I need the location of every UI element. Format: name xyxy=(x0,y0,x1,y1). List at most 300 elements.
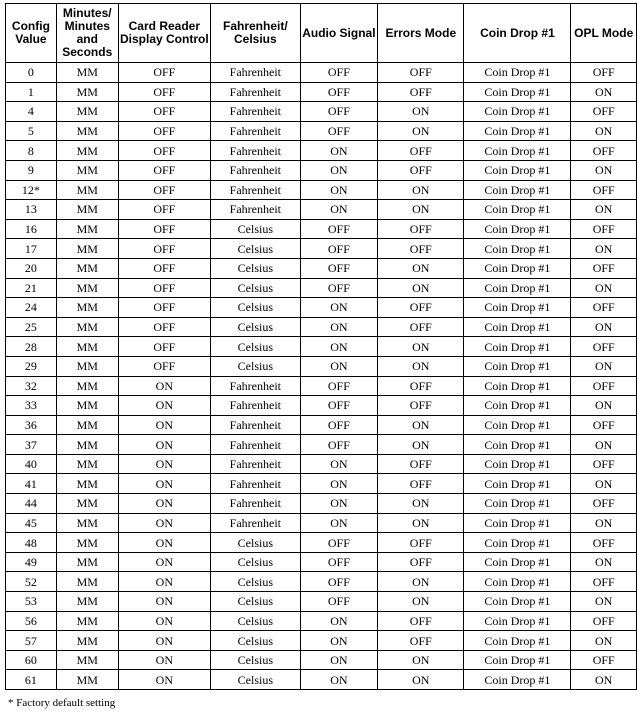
cell-card-reader: ON xyxy=(118,552,210,572)
cell-coin-drop: Coin Drop #1 xyxy=(464,435,571,455)
cell-config-value: 28 xyxy=(6,337,57,357)
cell-coin-drop: Coin Drop #1 xyxy=(464,200,571,220)
table-row xyxy=(6,592,637,612)
cell-errors-mode: OFF xyxy=(378,396,464,416)
cell-opl-mode: OFF xyxy=(571,337,637,357)
table-row xyxy=(6,631,637,651)
cell-card-reader: OFF xyxy=(118,180,210,200)
cell-audio-signal: OFF xyxy=(300,239,377,259)
cell-temp-unit: Fahrenheit xyxy=(211,494,301,514)
cell-coin-drop: Coin Drop #1 xyxy=(464,454,571,474)
cell-temp-unit: Celsius xyxy=(211,298,301,318)
cell-card-reader: ON xyxy=(118,611,210,631)
cell-temp-unit: Fahrenheit xyxy=(211,513,301,533)
cell-card-reader: OFF xyxy=(118,160,210,180)
cell-audio-signal: ON xyxy=(300,180,377,200)
table-row xyxy=(6,102,637,122)
cell-time-mode: MM xyxy=(56,160,118,180)
cell-coin-drop: Coin Drop #1 xyxy=(464,474,571,494)
table-row xyxy=(6,356,637,376)
header-errors-mode: Errors Mode xyxy=(378,4,464,63)
cell-opl-mode: OFF xyxy=(571,298,637,318)
cell-time-mode: MM xyxy=(56,278,118,298)
cell-coin-drop: Coin Drop #1 xyxy=(464,219,571,239)
cell-audio-signal: ON xyxy=(300,160,377,180)
cell-opl-mode: ON xyxy=(571,82,637,102)
cell-temp-unit: Fahrenheit xyxy=(211,141,301,161)
cell-errors-mode: OFF xyxy=(378,611,464,631)
cell-opl-mode: OFF xyxy=(571,650,637,670)
cell-time-mode: MM xyxy=(56,396,118,416)
cell-time-mode: MM xyxy=(56,415,118,435)
table-row xyxy=(6,670,637,690)
cell-coin-drop: Coin Drop #1 xyxy=(464,631,571,651)
cell-opl-mode: OFF xyxy=(571,572,637,592)
cell-coin-drop: Coin Drop #1 xyxy=(464,494,571,514)
cell-coin-drop: Coin Drop #1 xyxy=(464,337,571,357)
cell-errors-mode: ON xyxy=(378,121,464,141)
cell-card-reader: OFF xyxy=(118,141,210,161)
cell-card-reader: ON xyxy=(118,415,210,435)
table-row xyxy=(6,337,637,357)
cell-opl-mode: OFF xyxy=(571,180,637,200)
cell-coin-drop: Coin Drop #1 xyxy=(464,356,571,376)
cell-temp-unit: Celsius xyxy=(211,592,301,612)
cell-config-value: 60 xyxy=(6,650,57,670)
cell-time-mode: MM xyxy=(56,454,118,474)
cell-time-mode: MM xyxy=(56,552,118,572)
cell-errors-mode: ON xyxy=(378,670,464,690)
cell-audio-signal: OFF xyxy=(300,219,377,239)
cell-errors-mode: OFF xyxy=(378,239,464,259)
cell-config-value: 21 xyxy=(6,278,57,298)
cell-config-value: 41 xyxy=(6,474,57,494)
header-coin-drop: Coin Drop #1 xyxy=(464,4,571,63)
cell-coin-drop: Coin Drop #1 xyxy=(464,415,571,435)
cell-audio-signal: ON xyxy=(300,631,377,651)
cell-opl-mode: OFF xyxy=(571,258,637,278)
cell-opl-mode: OFF xyxy=(571,219,637,239)
table-row xyxy=(6,258,637,278)
cell-errors-mode: ON xyxy=(378,650,464,670)
cell-coin-drop: Coin Drop #1 xyxy=(464,592,571,612)
cell-audio-signal: ON xyxy=(300,200,377,220)
cell-config-value: 61 xyxy=(6,670,57,690)
cell-audio-signal: ON xyxy=(300,650,377,670)
table-body xyxy=(6,63,637,690)
cell-time-mode: MM xyxy=(56,572,118,592)
cell-coin-drop: Coin Drop #1 xyxy=(464,160,571,180)
cell-card-reader: OFF xyxy=(118,82,210,102)
cell-card-reader: ON xyxy=(118,474,210,494)
cell-audio-signal: OFF xyxy=(300,121,377,141)
cell-temp-unit: Celsius xyxy=(211,552,301,572)
cell-temp-unit: Celsius xyxy=(211,611,301,631)
cell-opl-mode: ON xyxy=(571,670,637,690)
cell-time-mode: MM xyxy=(56,650,118,670)
cell-audio-signal: OFF xyxy=(300,533,377,553)
cell-time-mode: MM xyxy=(56,298,118,318)
cell-opl-mode: ON xyxy=(571,160,637,180)
cell-opl-mode: ON xyxy=(571,356,637,376)
cell-time-mode: MM xyxy=(56,337,118,357)
cell-temp-unit: Fahrenheit xyxy=(211,102,301,122)
cell-time-mode: MM xyxy=(56,82,118,102)
cell-coin-drop: Coin Drop #1 xyxy=(464,533,571,553)
cell-config-value: 52 xyxy=(6,572,57,592)
cell-errors-mode: ON xyxy=(378,258,464,278)
cell-card-reader: ON xyxy=(118,592,210,612)
cell-errors-mode: OFF xyxy=(378,82,464,102)
cell-audio-signal: ON xyxy=(300,317,377,337)
cell-config-value: 4 xyxy=(6,102,57,122)
cell-card-reader: OFF xyxy=(118,356,210,376)
table-row xyxy=(6,317,637,337)
cell-time-mode: MM xyxy=(56,631,118,651)
cell-card-reader: OFF xyxy=(118,298,210,318)
cell-coin-drop: Coin Drop #1 xyxy=(464,513,571,533)
cell-audio-signal: OFF xyxy=(300,278,377,298)
table-row xyxy=(6,454,637,474)
cell-audio-signal: OFF xyxy=(300,415,377,435)
cell-audio-signal: ON xyxy=(300,337,377,357)
cell-audio-signal: OFF xyxy=(300,396,377,416)
cell-audio-signal: ON xyxy=(300,474,377,494)
cell-config-value: 16 xyxy=(6,219,57,239)
cell-time-mode: MM xyxy=(56,435,118,455)
table-row xyxy=(6,63,637,83)
cell-card-reader: ON xyxy=(118,513,210,533)
cell-audio-signal: OFF xyxy=(300,435,377,455)
cell-errors-mode: ON xyxy=(378,180,464,200)
cell-opl-mode: ON xyxy=(571,121,637,141)
cell-config-value: 1 xyxy=(6,82,57,102)
table-row xyxy=(6,376,637,396)
cell-time-mode: MM xyxy=(56,513,118,533)
cell-card-reader: ON xyxy=(118,670,210,690)
cell-audio-signal: ON xyxy=(300,513,377,533)
cell-temp-unit: Celsius xyxy=(211,356,301,376)
cell-config-value: 48 xyxy=(6,533,57,553)
header-minutes-seconds: Minutes/ Minutes and Seconds xyxy=(56,4,118,63)
cell-audio-signal: OFF xyxy=(300,82,377,102)
header-opl-mode: OPL Mode xyxy=(571,4,637,63)
cell-time-mode: MM xyxy=(56,219,118,239)
cell-errors-mode: ON xyxy=(378,513,464,533)
cell-errors-mode: ON xyxy=(378,435,464,455)
cell-time-mode: MM xyxy=(56,317,118,337)
cell-errors-mode: OFF xyxy=(378,160,464,180)
cell-coin-drop: Coin Drop #1 xyxy=(464,317,571,337)
cell-temp-unit: Fahrenheit xyxy=(211,396,301,416)
cell-opl-mode: ON xyxy=(571,474,637,494)
cell-coin-drop: Coin Drop #1 xyxy=(464,611,571,631)
cell-temp-unit: Fahrenheit xyxy=(211,121,301,141)
cell-errors-mode: OFF xyxy=(378,552,464,572)
cell-errors-mode: OFF xyxy=(378,219,464,239)
cell-errors-mode: OFF xyxy=(378,298,464,318)
cell-config-value: 20 xyxy=(6,258,57,278)
cell-temp-unit: Fahrenheit xyxy=(211,82,301,102)
cell-temp-unit: Fahrenheit xyxy=(211,63,301,83)
cell-opl-mode: OFF xyxy=(571,611,637,631)
cell-config-value: 32 xyxy=(6,376,57,396)
header-row xyxy=(6,4,637,63)
header-config-value: Config Value xyxy=(6,4,57,63)
cell-card-reader: ON xyxy=(118,533,210,553)
footnote: * Factory default setting xyxy=(8,697,116,709)
cell-time-mode: MM xyxy=(56,356,118,376)
table-row xyxy=(6,552,637,572)
cell-config-value: 12* xyxy=(6,180,57,200)
cell-coin-drop: Coin Drop #1 xyxy=(464,650,571,670)
cell-card-reader: OFF xyxy=(118,121,210,141)
cell-audio-signal: ON xyxy=(300,454,377,474)
cell-card-reader: OFF xyxy=(118,278,210,298)
cell-time-mode: MM xyxy=(56,239,118,259)
cell-card-reader: OFF xyxy=(118,63,210,83)
cell-coin-drop: Coin Drop #1 xyxy=(464,278,571,298)
cell-opl-mode: ON xyxy=(571,200,637,220)
cell-opl-mode: OFF xyxy=(571,494,637,514)
cell-opl-mode: ON xyxy=(571,396,637,416)
cell-errors-mode: OFF xyxy=(378,454,464,474)
table-row xyxy=(6,160,637,180)
cell-opl-mode: OFF xyxy=(571,102,637,122)
cell-errors-mode: ON xyxy=(378,356,464,376)
cell-card-reader: ON xyxy=(118,454,210,474)
cell-config-value: 53 xyxy=(6,592,57,612)
cell-audio-signal: OFF xyxy=(300,552,377,572)
table-row xyxy=(6,650,637,670)
cell-time-mode: MM xyxy=(56,592,118,612)
cell-card-reader: OFF xyxy=(118,102,210,122)
cell-errors-mode: OFF xyxy=(378,141,464,161)
table-row xyxy=(6,572,637,592)
cell-coin-drop: Coin Drop #1 xyxy=(464,396,571,416)
cell-config-value: 44 xyxy=(6,494,57,514)
cell-coin-drop: Coin Drop #1 xyxy=(464,121,571,141)
table-row xyxy=(6,474,637,494)
cell-opl-mode: OFF xyxy=(571,415,637,435)
cell-audio-signal: OFF xyxy=(300,63,377,83)
table-row xyxy=(6,141,637,161)
cell-config-value: 9 xyxy=(6,160,57,180)
cell-coin-drop: Coin Drop #1 xyxy=(464,63,571,83)
cell-errors-mode: OFF xyxy=(378,474,464,494)
cell-temp-unit: Fahrenheit xyxy=(211,415,301,435)
cell-temp-unit: Celsius xyxy=(211,650,301,670)
header-audio-signal: Audio Signal xyxy=(300,4,377,63)
config-table-container xyxy=(5,3,637,690)
cell-temp-unit: Celsius xyxy=(211,317,301,337)
cell-errors-mode: ON xyxy=(378,278,464,298)
cell-config-value: 29 xyxy=(6,356,57,376)
cell-time-mode: MM xyxy=(56,121,118,141)
cell-time-mode: MM xyxy=(56,611,118,631)
cell-opl-mode: ON xyxy=(571,631,637,651)
table-row xyxy=(6,82,637,102)
cell-temp-unit: Celsius xyxy=(211,219,301,239)
cell-time-mode: MM xyxy=(56,180,118,200)
cell-coin-drop: Coin Drop #1 xyxy=(464,552,571,572)
cell-audio-signal: ON xyxy=(300,611,377,631)
cell-card-reader: OFF xyxy=(118,200,210,220)
cell-time-mode: MM xyxy=(56,200,118,220)
cell-audio-signal: ON xyxy=(300,494,377,514)
cell-audio-signal: OFF xyxy=(300,572,377,592)
cell-coin-drop: Coin Drop #1 xyxy=(464,239,571,259)
cell-config-value: 56 xyxy=(6,611,57,631)
cell-coin-drop: Coin Drop #1 xyxy=(464,141,571,161)
cell-temp-unit: Fahrenheit xyxy=(211,160,301,180)
cell-card-reader: ON xyxy=(118,631,210,651)
cell-errors-mode: ON xyxy=(378,494,464,514)
cell-errors-mode: OFF xyxy=(378,631,464,651)
cell-card-reader: ON xyxy=(118,396,210,416)
cell-audio-signal: OFF xyxy=(300,258,377,278)
cell-errors-mode: OFF xyxy=(378,317,464,337)
cell-audio-signal: OFF xyxy=(300,592,377,612)
cell-temp-unit: Celsius xyxy=(211,572,301,592)
cell-time-mode: MM xyxy=(56,102,118,122)
cell-config-value: 45 xyxy=(6,513,57,533)
config-table xyxy=(5,3,637,690)
cell-errors-mode: ON xyxy=(378,200,464,220)
cell-opl-mode: ON xyxy=(571,317,637,337)
cell-time-mode: MM xyxy=(56,258,118,278)
cell-opl-mode: ON xyxy=(571,592,637,612)
table-row xyxy=(6,219,637,239)
cell-coin-drop: Coin Drop #1 xyxy=(464,376,571,396)
cell-errors-mode: OFF xyxy=(378,376,464,396)
table-row xyxy=(6,200,637,220)
cell-temp-unit: Fahrenheit xyxy=(211,376,301,396)
cell-errors-mode: ON xyxy=(378,572,464,592)
cell-config-value: 13 xyxy=(6,200,57,220)
table-row xyxy=(6,298,637,318)
cell-opl-mode: ON xyxy=(571,278,637,298)
cell-time-mode: MM xyxy=(56,63,118,83)
cell-opl-mode: ON xyxy=(571,239,637,259)
cell-coin-drop: Coin Drop #1 xyxy=(464,298,571,318)
cell-card-reader: OFF xyxy=(118,337,210,357)
cell-temp-unit: Celsius xyxy=(211,670,301,690)
cell-config-value: 37 xyxy=(6,435,57,455)
cell-opl-mode: OFF xyxy=(571,376,637,396)
cell-errors-mode: OFF xyxy=(378,533,464,553)
table-row xyxy=(6,396,637,416)
cell-time-mode: MM xyxy=(56,670,118,690)
cell-time-mode: MM xyxy=(56,494,118,514)
cell-config-value: 8 xyxy=(6,141,57,161)
cell-config-value: 17 xyxy=(6,239,57,259)
table-row xyxy=(6,494,637,514)
cell-config-value: 49 xyxy=(6,552,57,572)
cell-opl-mode: OFF xyxy=(571,454,637,474)
cell-config-value: 40 xyxy=(6,454,57,474)
table-row xyxy=(6,239,637,259)
cell-audio-signal: ON xyxy=(300,670,377,690)
cell-time-mode: MM xyxy=(56,141,118,161)
cell-config-value: 36 xyxy=(6,415,57,435)
cell-card-reader: OFF xyxy=(118,219,210,239)
cell-coin-drop: Coin Drop #1 xyxy=(464,258,571,278)
cell-time-mode: MM xyxy=(56,376,118,396)
cell-temp-unit: Fahrenheit xyxy=(211,180,301,200)
cell-audio-signal: OFF xyxy=(300,376,377,396)
table-row xyxy=(6,278,637,298)
cell-card-reader: OFF xyxy=(118,239,210,259)
cell-card-reader: OFF xyxy=(118,258,210,278)
cell-card-reader: ON xyxy=(118,572,210,592)
cell-card-reader: ON xyxy=(118,376,210,396)
cell-card-reader: ON xyxy=(118,494,210,514)
table-row xyxy=(6,611,637,631)
table-row xyxy=(6,513,637,533)
cell-coin-drop: Coin Drop #1 xyxy=(464,572,571,592)
cell-time-mode: MM xyxy=(56,533,118,553)
cell-audio-signal: ON xyxy=(300,356,377,376)
cell-temp-unit: Celsius xyxy=(211,239,301,259)
cell-audio-signal: OFF xyxy=(300,102,377,122)
cell-coin-drop: Coin Drop #1 xyxy=(464,670,571,690)
cell-config-value: 5 xyxy=(6,121,57,141)
cell-card-reader: ON xyxy=(118,435,210,455)
cell-opl-mode: OFF xyxy=(571,63,637,83)
header-card-reader-display: Card Reader Display Control xyxy=(118,4,210,63)
cell-time-mode: MM xyxy=(56,474,118,494)
cell-opl-mode: ON xyxy=(571,552,637,572)
cell-temp-unit: Celsius xyxy=(211,258,301,278)
cell-opl-mode: ON xyxy=(571,513,637,533)
cell-temp-unit: Celsius xyxy=(211,337,301,357)
cell-opl-mode: OFF xyxy=(571,533,637,553)
cell-audio-signal: ON xyxy=(300,298,377,318)
cell-config-value: 57 xyxy=(6,631,57,651)
cell-errors-mode: ON xyxy=(378,337,464,357)
cell-errors-mode: ON xyxy=(378,102,464,122)
cell-config-value: 24 xyxy=(6,298,57,318)
cell-temp-unit: Fahrenheit xyxy=(211,474,301,494)
cell-temp-unit: Fahrenheit xyxy=(211,435,301,455)
table-row xyxy=(6,435,637,455)
cell-audio-signal: ON xyxy=(300,141,377,161)
cell-config-value: 25 xyxy=(6,317,57,337)
cell-config-value: 33 xyxy=(6,396,57,416)
cell-temp-unit: Celsius xyxy=(211,278,301,298)
cell-coin-drop: Coin Drop #1 xyxy=(464,180,571,200)
cell-temp-unit: Celsius xyxy=(211,631,301,651)
table-row xyxy=(6,415,637,435)
cell-opl-mode: ON xyxy=(571,435,637,455)
cell-coin-drop: Coin Drop #1 xyxy=(464,82,571,102)
cell-errors-mode: ON xyxy=(378,592,464,612)
cell-config-value: 0 xyxy=(6,63,57,83)
table-row xyxy=(6,180,637,200)
cell-temp-unit: Fahrenheit xyxy=(211,200,301,220)
table-row xyxy=(6,121,637,141)
cell-errors-mode: OFF xyxy=(378,63,464,83)
header-fahrenheit-celsius: Fahrenheit/ Celsius xyxy=(211,4,301,63)
cell-card-reader: OFF xyxy=(118,317,210,337)
cell-temp-unit: Fahrenheit xyxy=(211,454,301,474)
cell-coin-drop: Coin Drop #1 xyxy=(464,102,571,122)
cell-card-reader: ON xyxy=(118,650,210,670)
cell-opl-mode: OFF xyxy=(571,141,637,161)
cell-temp-unit: Celsius xyxy=(211,533,301,553)
table-row xyxy=(6,533,637,553)
